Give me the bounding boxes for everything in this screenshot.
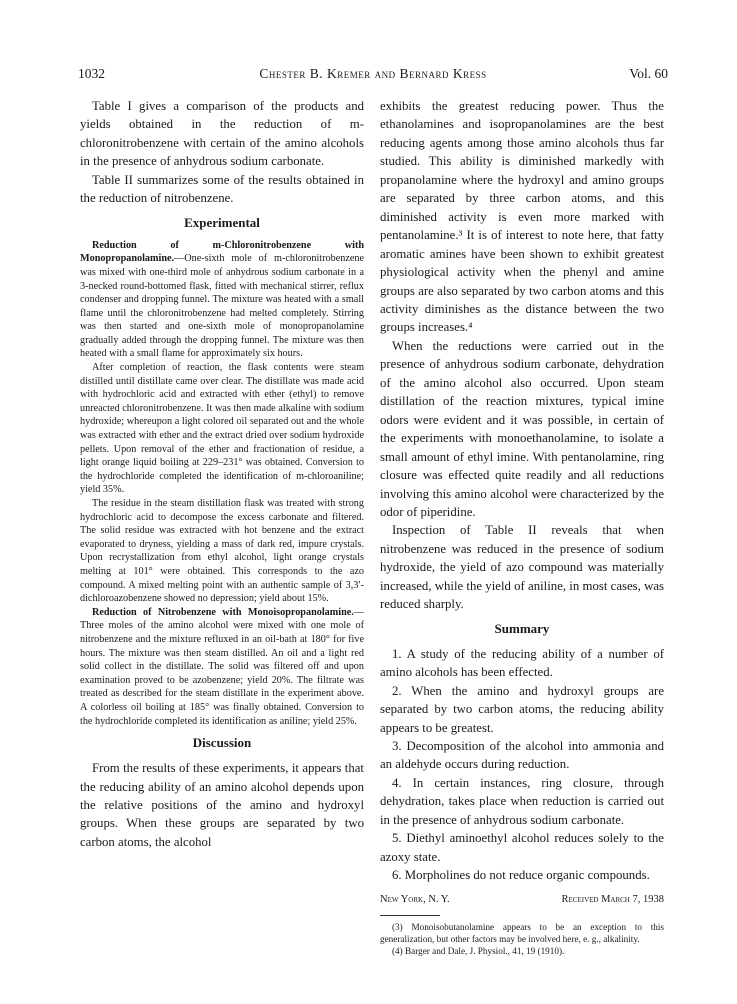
experiment-4-title: Reduction of Nitrobenzene with Monoisopropanolamine. (92, 606, 354, 618)
summary-item: 3. Decomposition of the alcohol into ammonia and an aldehyde occurs during reduction. (380, 738, 664, 772)
discussion-continued: exhibits the greatest reducing power. Thus the ethanolamines and isopropanolamines are the best reducing agents among those amino alcohols thus far studied. This ability is diminished markedly with propanolamine where the hydroxyl and amino groups are separated by three carbon atoms, and this diminished activity is even more marked with pentanolamine.³ It is of interest to note here, that fatty aromatic amines have been shown to exhibit greatest physiological activity when the phenyl and amine groups are also separated by two carbon atoms and this activity diminishes as the distance between the two groups increases.⁴ (380, 99, 664, 335)
right-column (380, 97, 664, 957)
experiment-4-paragraph (80, 606, 364, 728)
footnote-4: (4) Barger and Dale, J. Physiol., 41, 19 (1910). (392, 945, 565, 956)
discussion-heading: Discussion (192, 735, 252, 751)
summary-item: 4. In certain instances, ring closure, through dehydration, takes place when reduction is carried out in the presence of anhydrous sodium carbonate. (380, 775, 664, 827)
experiment-1-text: —One-sixth mole of m-chloronitrobenzene was mixed with one-third mole of anhydrous sodium carbonate in a 3-necked round-bottomed flask, fitted with mechanical stirrer, reflux condenser and dropping funnel. The mixture was heated with a small flame until the chloronitrobenzene had melted completely. Stirring was then started and one-sixth mole of monopropanolamine gradually added through the dropping funnel. The mixture was then heated with a small flame for approximately six hours. (80, 253, 364, 360)
location: New York, N. Y. (380, 893, 450, 905)
discussion-paragraph-2: When the reductions were carried out in the presence of anhydrous sodium carbonate, dehydration of the amino alcohol also occurred. Upon steam distillation of the reaction mixtures, typical imine odors were evident and it was possible, in certain of the experiments with monoethanolamine, to isolate a small amount of ethyl imine. With pentanolamine, ring closure was effected quite readily and all reductions involving this amino alcohol were characterized by the odor of piperidine. (380, 338, 664, 519)
intro-paragraph-2: Table II summarizes some of the results obtained in the reduction of nitrobenzene. (80, 172, 364, 206)
left-column (80, 97, 364, 851)
footnote-rule (380, 915, 440, 916)
experiment-1-title: Reduction of m-Chloronitrobenzene with Monopropanolamine. (80, 239, 364, 265)
running-header (78, 66, 668, 86)
running-authors: Chester B. Kremer and Bernard Kress (259, 66, 487, 81)
summary-item: 5. Diethyl aminoethyl alcohol reduces solely to the azoxy state. (380, 831, 664, 864)
page-number: 1032 (78, 66, 105, 81)
experiment-3-paragraph: The residue in the steam distillation flask was treated with strong hydrochloric acid to decompose the excess carbonate and filtered. The solid residue was extracted with hot benzene and the extract evaporated to dryness, yielding a mass of dark red, impure crystals. Upon recrystallization from ethyl alcohol, light orange crystals melting at 101° were obtained. This corresponds to the azo compound. A mixed melting point with an authentic sample of 3,3′-dichloroazobenzene showed no depression; yield about 15%. (80, 498, 364, 605)
footnote-3: (3) Monoisobutanolamine appears to be an exception to this generalization, but other factors may be involved here, e. g., alkalinity. (380, 921, 664, 944)
experimental-heading: Experimental (184, 214, 260, 230)
received-date: Received March 7, 1938 (561, 893, 664, 905)
summary-item: 1. A study of the reducing ability of a number of amino alcohols has been effected. (380, 646, 664, 680)
experiment-1-paragraph (80, 239, 364, 361)
experiment-4-text: —Three moles of the amino alcohol were mixed with one mole of nitrobenzene and the mixture refluxed in an oil-bath at 180° for five hours. The mixture was then steam distilled. An oil and a light red solid collect in the distillate. The solid was filtered off and upon examination proved to be azobenzene; yield 20%. The filtrate was treated as described for the steam distillate in the experiment above. A colorless oil boiling at 185° was finally obtained. Conversion to the hydrochloride completed its identification as aniline; yield 25%. (80, 606, 364, 727)
volume-label: Vol. 60 (629, 66, 668, 81)
summary-item: 2. When the amino and hydroxyl groups are separated by two carbon atoms, the reducing ability appears to be greatest. (380, 683, 664, 735)
submission-line (380, 893, 664, 907)
experiment-2-paragraph: After completion of reaction, the flask contents were steam distilled until distillate came over clear. The distillate was made acid with hydrochloric acid and extracted with ether (ethyl) to remove unreacted chloronitrobenzene. It was then made alkaline with sodium hydroxide; whereupon a light colored oil separated out and the whole was extracted with ether and the extract dried over sodium hydroxide pellets. Upon removal of the ether and fractionation of residue, a light orange liquid boiling at 229–231° was obtained. Conversion to the hydrochloride completed the identification of m-chloroaniline; yield 35%. (80, 362, 364, 496)
summary-item: 6. Morpholines do not reduce organic compounds. (392, 868, 650, 883)
discussion-paragraph: From the results of these experiments, it appears that the reducing ability of an amino alcohol depends upon the relative positions of the amino and hydroxyl groups. When these groups are separated by two carbon atoms, the alcohol (80, 761, 364, 849)
discussion-paragraph-3: Inspection of Table II reveals that when nitrobenzene was reduced in the presence of sodium hydroxide, the yield of azo compound was materially increased, while the yield of aniline, in most cases, was reduced sharply. (380, 523, 664, 612)
summary-heading: Summary (494, 620, 550, 636)
intro-paragraph-1: Table I gives a comparison of the products and yields obtained in the reduction of m-chloronitrobenzene with certain of the amino alcohols in the presence of anhydrous sodium carbonate. (80, 99, 364, 169)
